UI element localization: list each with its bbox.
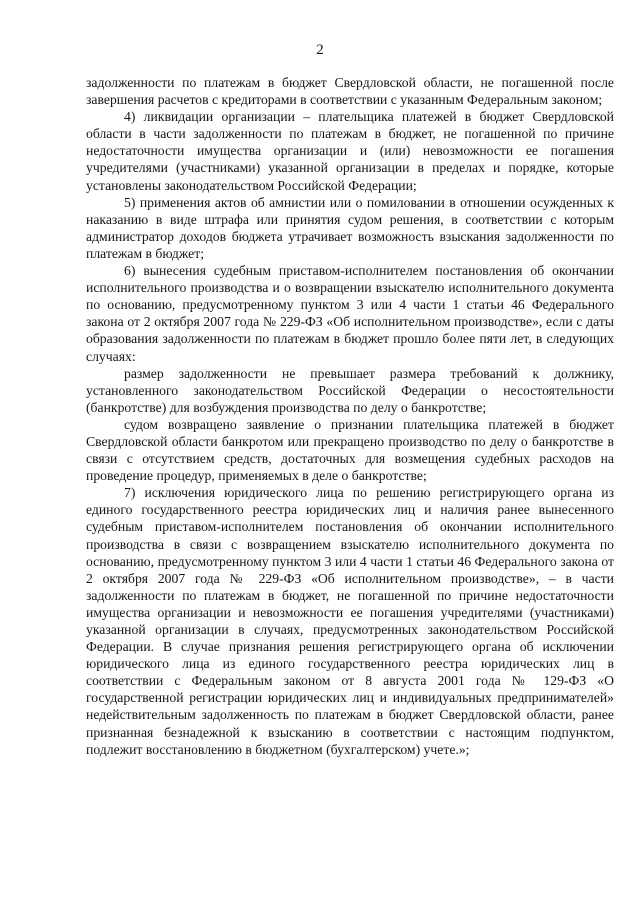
paragraph-item-4: 4) ликвидации организации – плательщика платежей в бюджет Свердловской области в части задолженности по платежам в бюджет, не погашенной по причине недостаточности имущества организации и (или) невозможности ее погашения учредителями (участниками) указанной организации в пределах и порядке, которые установлены законодательством Российской Федерации; <box>86 109 614 193</box>
paragraph-continuation: задолженности по платежам в бюджет Свердловской области, не погашенной после завершения расчетов с кредиторами в соответствии с указанным Федеральным законом; <box>86 75 614 108</box>
paragraph-item-6: 6) вынесения судебным приставом-исполнителем постановления об окончании исполнительного производства и о возвращении взыскателю исполнительного документа по основанию, предусмотренному пунктом 3 или 4 части 1 статьи 46 Федерального закона от 2 октября 2007 года № 229-ФЗ «Об исполнительном производстве», если с даты образования задолженности по платежам в бюджет прошло более пяти лет, в следующих случаях: <box>86 263 614 364</box>
paragraph-item-7: 7) исключения юридического лица по решению регистрирующего органа из единого государственного реестра юридических лиц и наличия ранее вынесенного судебным приставом-исполнителем постановления об окончании исполнительного производства в связи с возвращением взыскателю исполнительного документа по основанию, предусмотренному пунктом 3 или 4 части 1 статьи 46 Федерального закона от 2 октября 2007 года № 229-ФЗ «Об исполнительном производстве», – в части задолженности по платежам в бюджет, не погашенной по причине недостаточности имущества организации и невозможности ее погашения учредителями (участниками) указанной организации в случаях, предусмотренных законодательством Российской Федерации. В случае признания решения регистрирующего органа об исключении юридического лица из единого государственного реестра юридических лиц в соответствии с Федеральным законом от 8 августа 2001 года № 129-ФЗ «О государственной регистрации юридических лиц и индивидуальных предпринимателей» недействительным задолженность по платежам в бюджет Свердловской области, ранее признанная безнадежной к взысканию в соответствии с настоящим подпунктом, подлежит восстановлению в бюджетном (бухгалтерском) учете.»; <box>86 485 614 757</box>
page-number: 2 <box>316 42 324 58</box>
paragraph-case-bankruptcy: судом возвращено заявление о признании плательщика платежей в бюджет Свердловской области банкротом или прекращено производство по делу о банкротстве в связи с отсутствием средств, достаточных для возмещения судебных расходов на проведение процедур, применяемых в деле о банкротстве; <box>86 416 614 484</box>
document-body <box>86 74 614 758</box>
paragraph-case-debt-size: размер задолженности не превышает размера требований к должнику, установленного законодательством Российской Федерации о несостоятельности (банкротстве) для возбуждения производства по делу о банкротстве; <box>86 365 614 415</box>
paragraph-item-5: 5) применения актов об амнистии или о помиловании в отношении осужденных к наказанию в виде штрафа или принятия судом решения, в соответствии с которым администратор доходов бюджета утрачивает возможность взыскания задолженности по платежам в бюджет; <box>86 194 614 261</box>
